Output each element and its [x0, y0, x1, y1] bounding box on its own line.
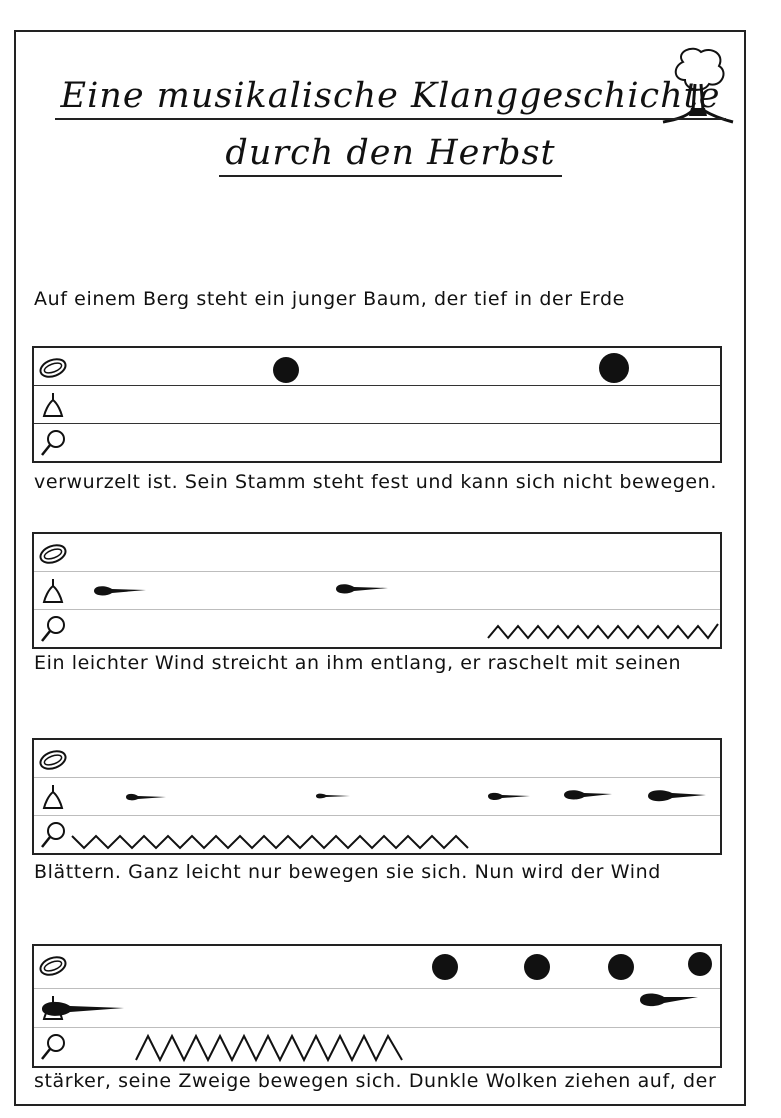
triangle-bell-icon — [38, 576, 68, 606]
story-line-3: Ein leichter Wind streicht an ihm entlang, er raschelt mit seinen — [34, 652, 682, 674]
score-1-drum-row — [34, 348, 720, 386]
story-line-1: Auf einem Berg steht ein junger Baum, der tief in der Erde — [34, 288, 625, 310]
score-1-rattle-row — [34, 424, 720, 461]
bell-stroke — [562, 788, 614, 802]
score-2-bell-row — [34, 572, 720, 610]
story-line-5: stärker, seine Zweige bewegen sich. Dunkle Wolken ziehen auf, der — [34, 1070, 717, 1092]
drum-hit — [522, 952, 552, 982]
score-4-drum-row — [34, 946, 720, 989]
bell-stroke — [92, 584, 148, 598]
drum-hit — [430, 952, 460, 982]
bell-stroke — [124, 792, 168, 802]
bell-stroke — [638, 991, 700, 1009]
rattle-zigzag — [70, 830, 474, 852]
score-1-bell-row — [34, 386, 720, 424]
score-4-bell-row — [34, 989, 720, 1028]
title-line-2: durch den Herbst — [0, 133, 781, 173]
score-1 — [32, 346, 722, 463]
rattle-icon — [38, 428, 68, 458]
score-2 — [32, 532, 722, 649]
rattle-zigzag — [134, 1030, 406, 1064]
score-3-rattle-row — [34, 816, 720, 853]
rattle-icon — [38, 820, 68, 850]
rattle-icon — [38, 1032, 68, 1062]
rattle-zigzag — [486, 620, 720, 642]
title-line-1: Eine musikalische Klanggeschichte — [0, 76, 781, 116]
score-3-drum-row — [34, 740, 720, 778]
drum-icon — [38, 950, 68, 980]
drum-hit — [686, 950, 714, 978]
bell-stroke — [334, 582, 390, 596]
story-line-4: Blättern. Ganz leicht nur bewegen sie sich. Nun wird der Wind — [34, 861, 661, 883]
drum-hit — [598, 352, 630, 384]
score-3-bell-row — [34, 778, 720, 816]
score-4-rattle-row — [34, 1028, 720, 1066]
bell-stroke — [486, 791, 532, 802]
bell-stroke — [40, 999, 126, 1019]
drum-icon — [38, 352, 68, 382]
score-2-drum-row — [34, 534, 720, 572]
story-line-2: verwurzelt ist. Sein Stamm steht fest und kann sich nicht bewegen. — [34, 471, 717, 493]
drum-icon — [38, 538, 68, 568]
drum-icon — [38, 744, 68, 774]
score-3 — [32, 738, 722, 855]
drum-hit — [606, 952, 636, 982]
triangle-bell-icon — [38, 390, 68, 420]
score-2-rattle-row — [34, 610, 720, 647]
triangle-bell-icon — [38, 782, 68, 812]
bell-stroke — [314, 791, 352, 801]
bell-stroke — [646, 788, 708, 804]
drum-hit — [272, 356, 300, 384]
rattle-icon — [38, 614, 68, 644]
score-4 — [32, 944, 722, 1068]
